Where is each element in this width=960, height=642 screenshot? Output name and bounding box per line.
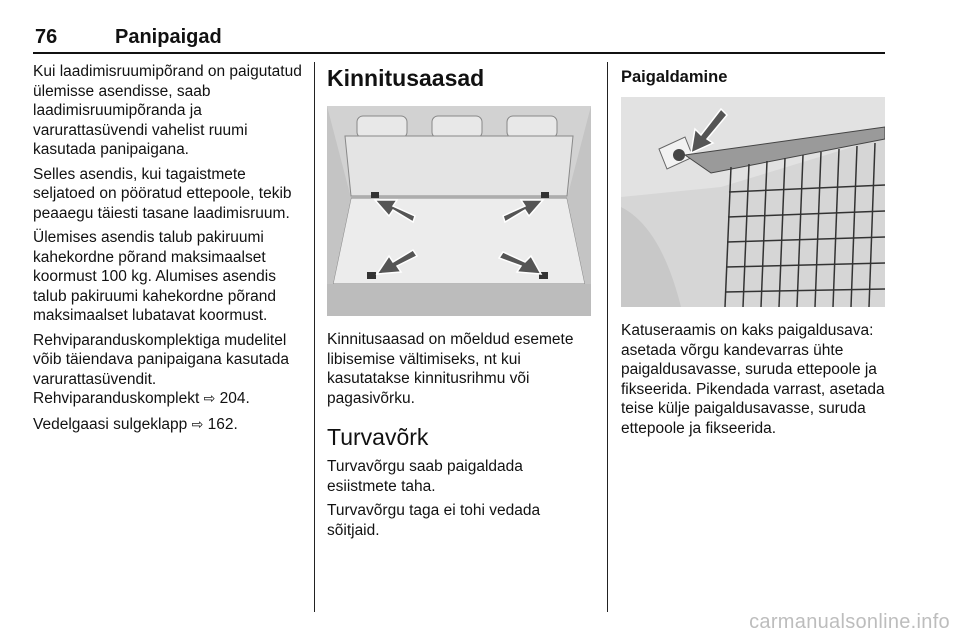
cross-reference-link[interactable]: Rehviparanduskomplekt ⇨ 204. [33,390,250,407]
page-header [33,20,885,54]
paragraph: Katuseraamis on kaks paigaldusava: asetada võrgu kandevarras ühte paigaldusavasse, suruda ettepoole ja fikseerida. Pikendada varrast, asetada teise külje paigaldusavasse, suruda ettepoole ja fikseerida. [621,322,885,437]
column-1 [33,62,303,439]
watermark: carmanualsonline.info [749,611,950,633]
paragraph: Selles asendis, kui tagaistmete seljatoed on pööratud ettepoole, tekib peaaegu täiesti tasane laadimisruum. [33,165,292,222]
chapter-title: Panipaigad [115,26,222,48]
safety-net-illustration [621,97,885,307]
subsection-heading: Paigaldamine [621,68,728,86]
cross-reference-link[interactable]: Vedelgaasi sulgeklapp ⇨ 162. [33,415,238,433]
column-divider-1 [314,62,315,612]
cargo-area-illustration [327,106,591,316]
reference-arrow-icon: ⇨ [203,390,216,406]
column-2 [327,62,595,545]
header-rule [33,52,885,54]
column-divider-2 [607,62,608,612]
reference-arrow-icon: ⇨ [191,415,204,432]
paragraph: Kui laadimisruumipõrand on paigutatud ülemisse asendisse, saab laadimisruumipõranda ja varurattasüvendi vahelist ruumi kasutada panipaigana. [33,63,302,158]
paragraph: Rehviparanduskomplektiga mudelitel võib täiendava panipaigana kasutada varurattasüvendit. Rehviparanduskomplekt ⇨ 204. [33,331,289,407]
paragraph: Turvavõrgu saab paigaldada esiistmete taha. [327,458,523,495]
column-3 [621,62,889,443]
page-number: 76 [35,26,58,48]
section-heading: Turvavõrk [327,424,429,450]
section-heading: Kinnitusaasad [327,65,485,91]
paragraph: Kinnitusaasad on mõeldud esemete libisemise vältimiseks, nt kui kasutatakse kinnitusrihmu või pagasivõrku. [327,331,574,407]
paragraph: Turvavõrgu taga ei tohi vedada sõitjaid. [327,502,541,539]
paragraph: Ülemises asendis talub pakiruumi kahekordne põrand maksimaalset koormust 100 kg. Alumises asendis talub pakiruumi kahekordne põrand maksimaalset lubatavat koormust. [33,229,276,324]
